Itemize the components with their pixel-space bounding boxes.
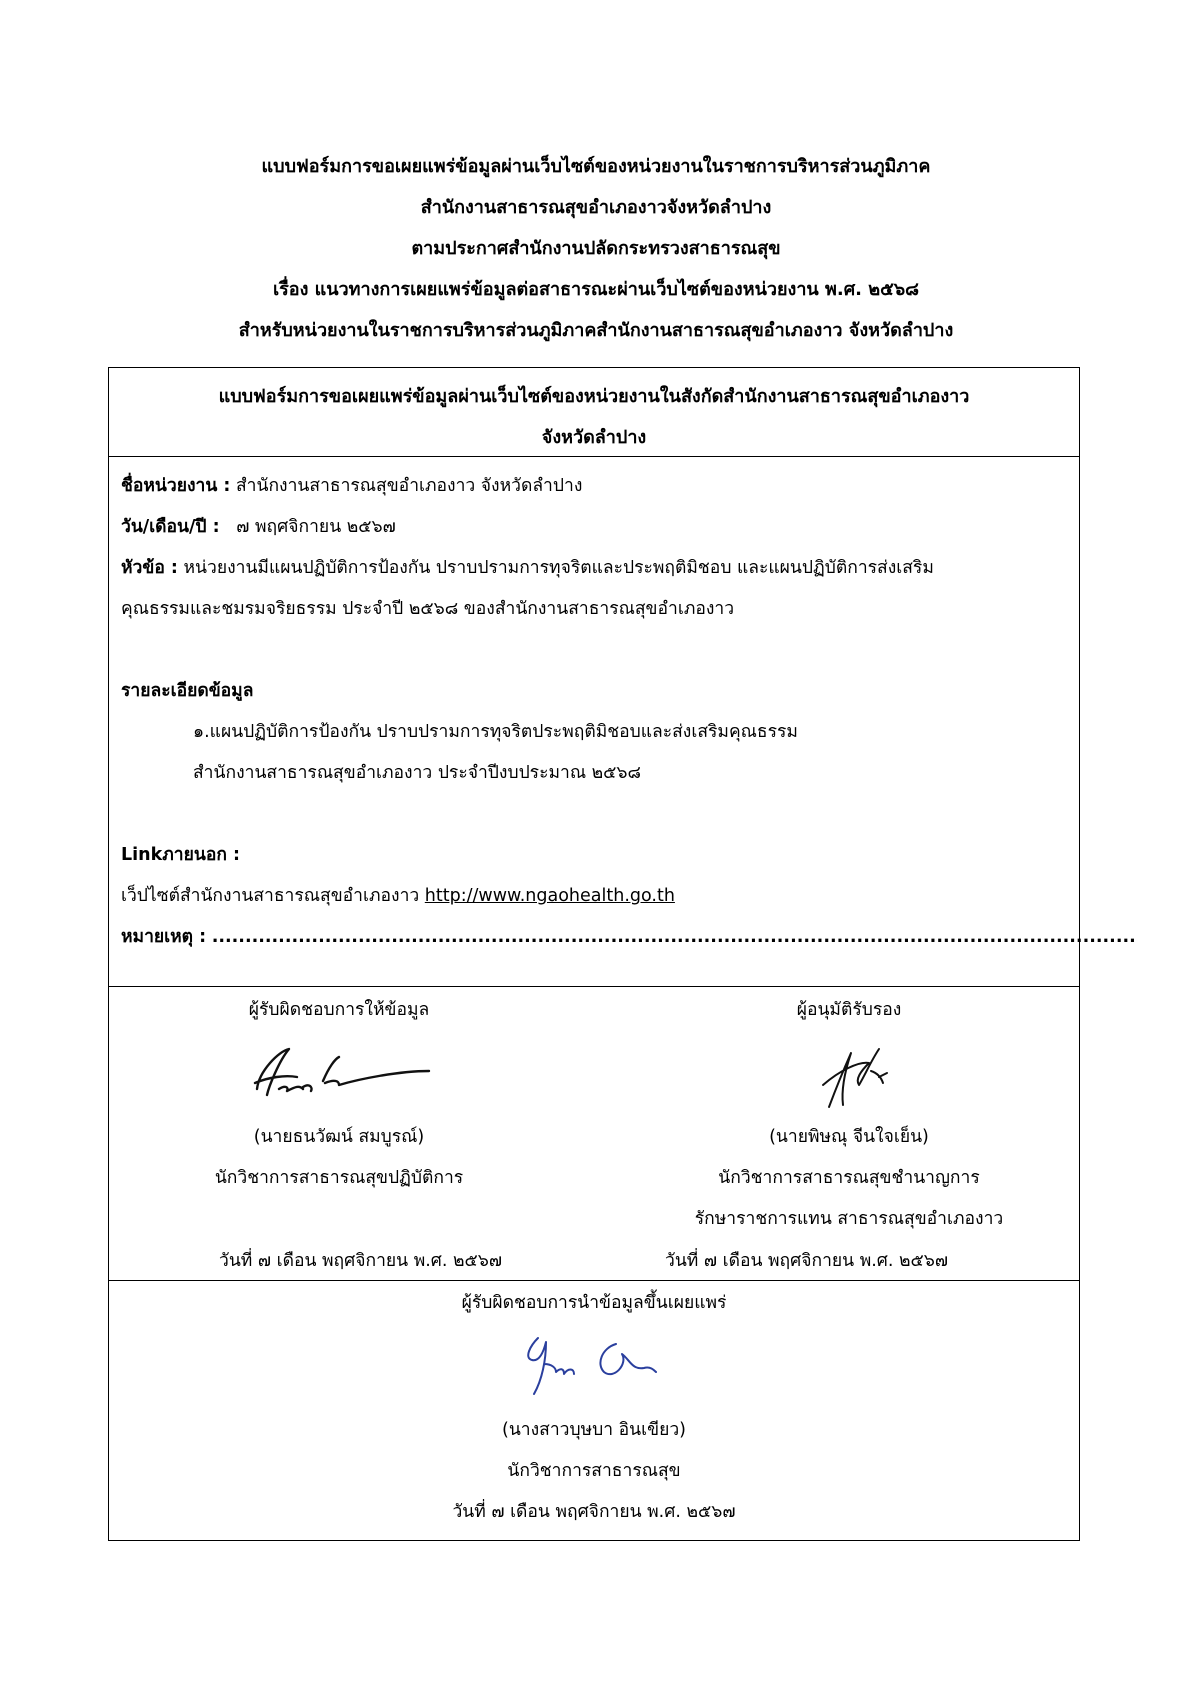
topic-value-1: หน่วยงานมีแผนปฏิบัติการป้องกัน ปราบปรามการทุจริตและประพฤติมิชอบ และแผนปฏิบัติการส่งเสริม [183, 558, 934, 578]
heading-line-3: ตามประกาศสำนักงานปลัดกระทรวงสาธารณสุข [411, 238, 781, 259]
approver-position-1: นักวิชาการสาธารณสุขชำนาญการ [718, 1168, 980, 1188]
box-title-line-1: แบบฟอร์มการขอเผยแพร่ข้อมูลผ่านเว็บไซต์ของหน่วยงานในสังกัดสำนักงานสาธารณสุขอำเภองาว [218, 386, 970, 407]
publisher-position: นักวิชาการสาธารณสุข [507, 1461, 681, 1481]
unit-label: ชื่อหน่วยงาน : [121, 476, 231, 496]
info-section [121, 466, 1136, 958]
heading-line-2: สำนักงานสาธารณสุขอำเภองาวจังหวัดลำปาง [420, 197, 772, 218]
approver-date: วันที่ ๗ เดือน พฤศจิกายน พ.ศ. ๒๕๖๗ [665, 1251, 949, 1271]
form-box-title [109, 376, 1079, 458]
remark-dots: ........................................................................................................................................... [211, 927, 1136, 947]
details-item-2: สำนักงานสาธารณสุขอำเภองาว ประจำปีงบประมาณ ๒๕๖๘ [193, 763, 642, 783]
provider-name: (นายธนวัฒน์ สมบูรณ์) [253, 1127, 425, 1147]
signature-block-provider [139, 990, 539, 1199]
provider-signature [139, 1031, 539, 1117]
divider-signatures [109, 986, 1079, 987]
details-label: รายละเอียดข้อมูล [121, 681, 254, 701]
page-heading [108, 146, 1084, 351]
signature-block-publisher [309, 1283, 879, 1533]
topic-value-2: คุณธรรมและชมรมจริยธรรม ประจำปี ๒๕๖๘ ของสำนักงานสาธารณสุขอำเภองาว [121, 599, 735, 619]
approver-position-2: รักษาราชการแทน สาธารณสุขอำเภองาว [694, 1209, 1004, 1229]
heading-line-4: เรื่อง แนวทางการเผยแพร่ข้อมูลต่อสาธารณะผ่านเว็บไซต์ของหน่วยงาน พ.ศ. ๒๕๖๘ [272, 279, 920, 300]
approver-signature-icon [799, 1031, 899, 1113]
details-row [121, 671, 1071, 712]
provider-date: วันที่ ๗ เดือน พฤศจิกายน พ.ศ. ๒๕๖๗ [219, 1251, 503, 1271]
publisher-name: (นางสาวบุษบา อินเขียว) [502, 1420, 686, 1440]
topic-row [121, 548, 1071, 589]
link-prefix: เว็ปไซต์สำนักงานสาธารณสุขอำเภองาว [121, 886, 420, 906]
approver-role: ผู้อนุมัติรับรอง [796, 1000, 902, 1020]
topic-row-2 [121, 589, 1071, 630]
provider-position: นักวิชาการสาธารณสุขปฏิบัติการ [214, 1168, 464, 1188]
link-row [121, 876, 1071, 917]
unit-row [121, 466, 1071, 507]
form-table [108, 367, 1136, 1541]
divider-title [109, 456, 1079, 457]
publisher-signature-icon [504, 1324, 684, 1406]
heading-line-5: สำหรับหน่วยงานในราชการบริหารส่วนภูมิภาคสำนักงานสาธารณสุขอำเภองาว จังหวัดลำปาง [238, 320, 954, 341]
topic-label: หัวข้อ : [121, 558, 178, 578]
signature-block-approver [629, 990, 1069, 1240]
divider-publisher [109, 1280, 1079, 1281]
unit-value: สำนักงานสาธารณสุขอำเภองาว จังหวัดลำปาง [235, 476, 583, 496]
website-link[interactable]: http://www.ngaohealth.go.th [424, 886, 675, 906]
box-title-line-2: จังหวัดลำปาง [541, 427, 647, 448]
provider-signature-icon [239, 1031, 439, 1111]
publisher-date: วันที่ ๗ เดือน พฤศจิกายน พ.ศ. ๒๕๖๗ [452, 1502, 736, 1522]
provider-role: ผู้รับผิดชอบการให้ข้อมูล [248, 1000, 430, 1020]
publisher-signature [309, 1324, 879, 1410]
heading-line-1: แบบฟอร์มการขอเผยแพร่ข้อมูลผ่านเว็บไซต์ของหน่วยงานในราชการบริหารส่วนภูมิภาค [261, 156, 931, 177]
date-row [121, 507, 1071, 548]
remark-row [121, 917, 1136, 958]
approver-name: (นายพิษณุ จีนใจเย็น) [769, 1127, 929, 1147]
link-label: Linkภายนอก : [121, 845, 241, 865]
link-label-row [121, 835, 1071, 876]
remark-label: หมายเหตุ : [121, 927, 207, 947]
approver-signature [629, 1031, 1069, 1117]
date-value: ๗ พฤศจิกายน ๒๕๖๗ [236, 517, 396, 537]
date-label: วัน/เดือน/ปี : [121, 517, 220, 537]
details-item-1: ๑.แผนปฏิบัติการป้องกัน ปราบปรามการทุจริตประพฤติมิชอบและส่งเสริมคุณธรรม [193, 722, 798, 742]
publisher-role: ผู้รับผิดชอบการนำข้อมูลขึ้นเผยแพร่ [461, 1293, 727, 1313]
